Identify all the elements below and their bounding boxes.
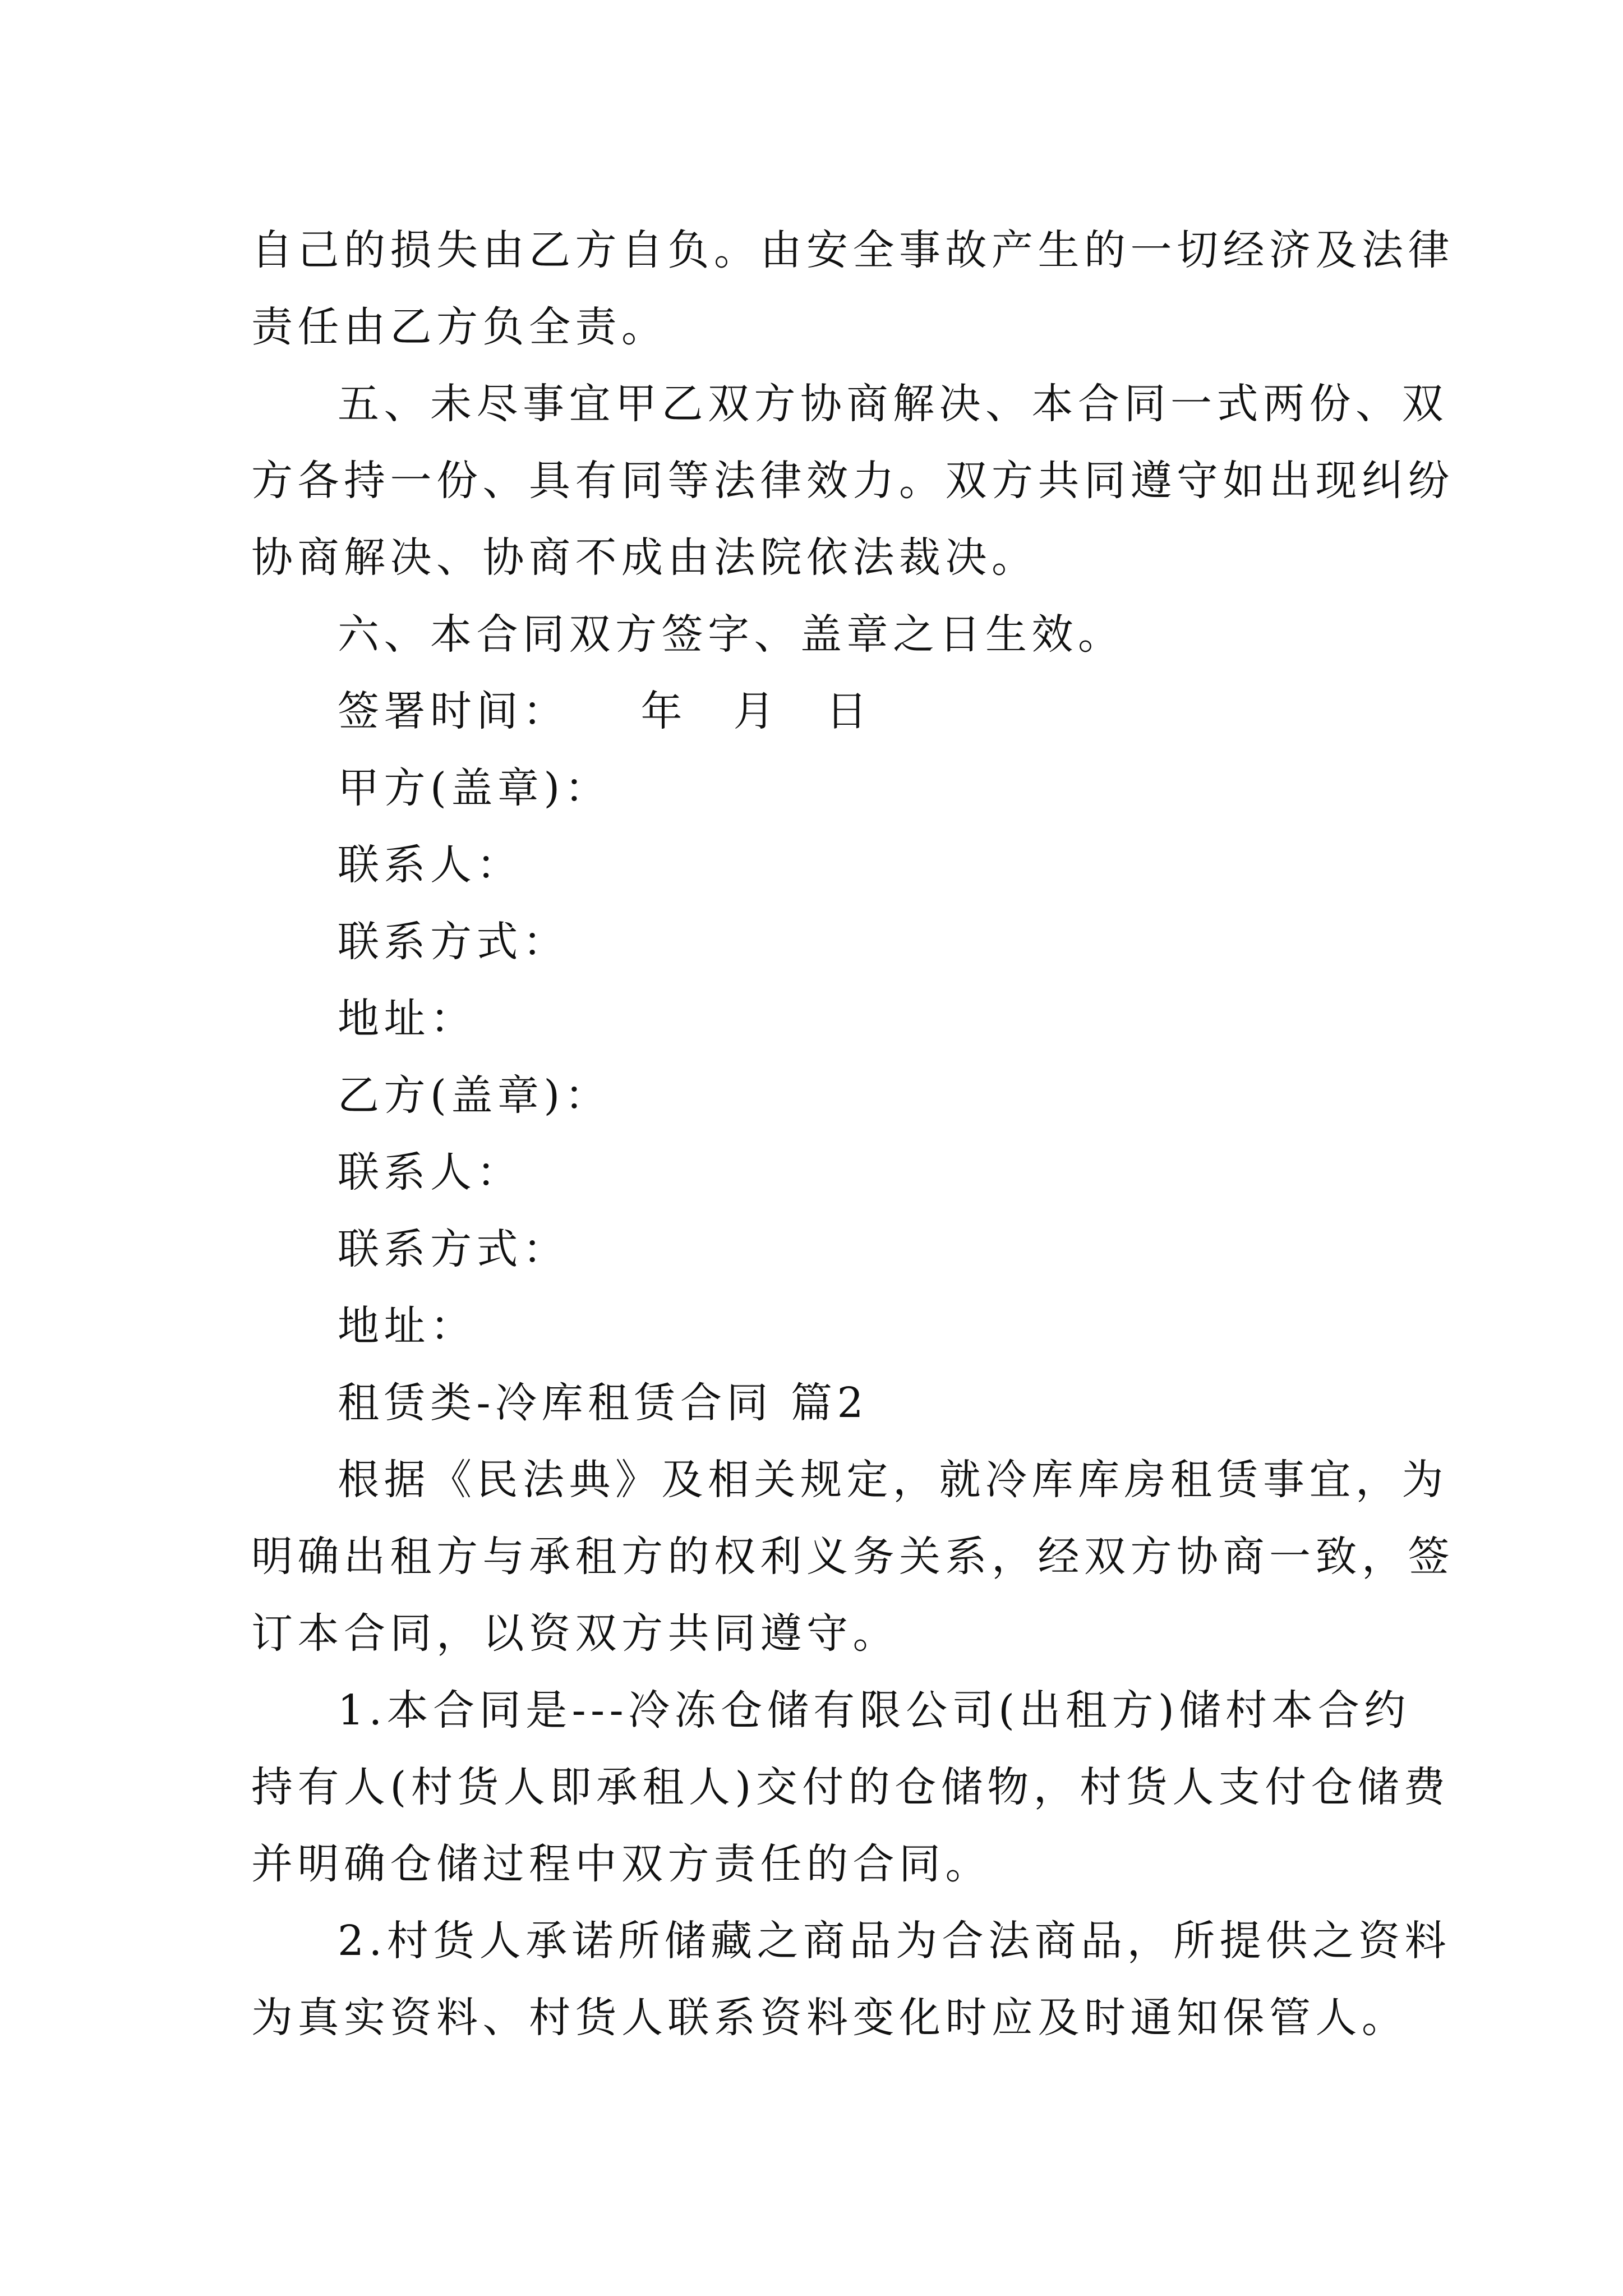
signing-date-line: 签署时间： 年 月 日 (338, 687, 872, 735)
party-a-contact-person: 联系人： (338, 841, 523, 889)
section-title: 租赁类-冷库租赁合同 篇2 (338, 1379, 869, 1427)
paragraph-line: 协商解决、协商不成由法院依法裁决。 (251, 533, 1038, 582)
party-b-contact-person: 联系人： (338, 1148, 523, 1197)
paragraph-line: 持有人(村货人即承租人)交付的仓储物，村货人支付仓储费 (251, 1763, 1450, 1811)
paragraph-line: 明确出租方与承租方的权利义务关系，经双方协商一致，签 (251, 1533, 1454, 1581)
item-two-line: 2.村货人承诺所储藏之商品为合法商品，所提供之资料 (338, 1917, 1451, 1965)
party-b-contact-method: 联系方式： (338, 1225, 569, 1273)
party-a-contact-method: 联系方式： (338, 918, 569, 966)
party-b-address: 地址： (338, 1302, 477, 1350)
document-body (251, 212, 1454, 2056)
intro-paragraph-line: 根据《民法典》及相关规定，就冷库库房租赁事宜，为 (338, 1456, 1448, 1504)
party-b-seal-line: 乙方(盖章)： (338, 1071, 611, 1120)
item-one-line: 1.本合同是---冷冻仓储有限公司(出租方)储村本合约 (338, 1686, 1410, 1734)
paragraph-line: 订本合同，以资双方共同遵守。 (251, 1609, 899, 1658)
clause-six-line: 六、本合同双方签字、盖章之日生效。 (338, 610, 1124, 659)
paragraph-line: 责任由乙方负全责。 (251, 303, 668, 351)
paragraph-line: 自己的损失由乙方自负。由安全事故产生的一切经济及法律 (251, 226, 1454, 274)
paragraph-line: 为真实资料、村货人联系资料变化时应及时通知保管人。 (251, 1994, 1408, 2042)
clause-five-line: 五、未尽事宜甲乙双方协商解决、本合同一式两份、双 (338, 380, 1448, 428)
party-a-seal-line: 甲方(盖章)： (338, 764, 611, 812)
paragraph-line: 并明确仓储过程中双方责任的合同。 (251, 1840, 992, 1888)
paragraph-line: 方各持一份、具有同等法律效力。双方共同遵守如出现纠纷 (251, 457, 1454, 505)
party-a-address: 地址： (338, 995, 477, 1043)
